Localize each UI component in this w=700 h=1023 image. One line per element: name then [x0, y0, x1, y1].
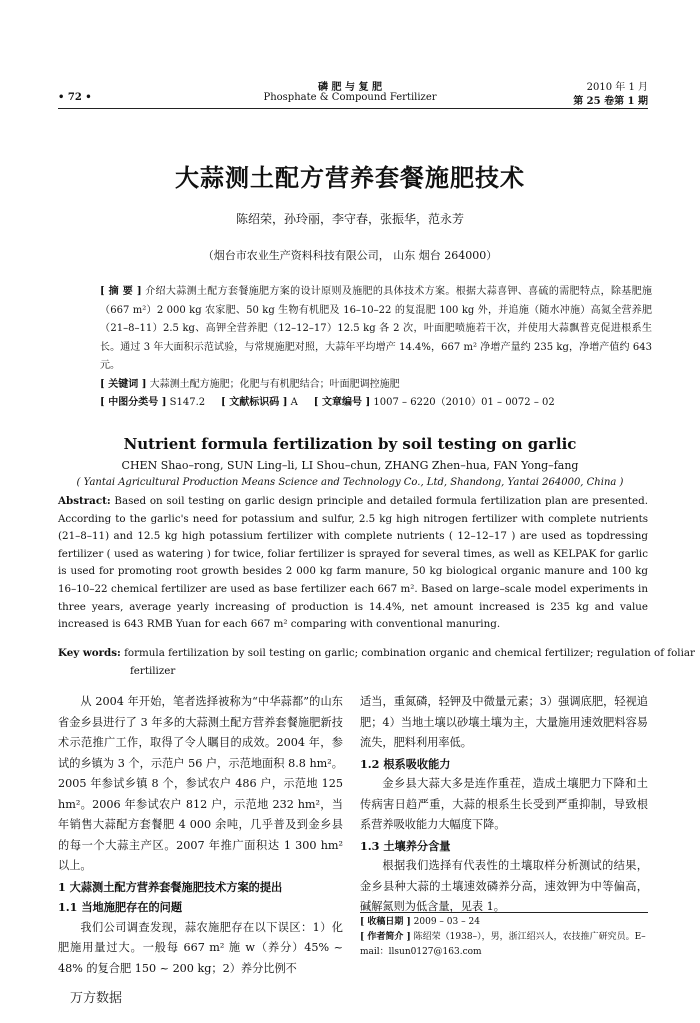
body-paragraph: 从 2004 年开始，笔者选择被称为“中华蒜都”的山东省金乡县进行了 3 年多的大蒜测土配方营养套餐施肥新技术示范推广工作，取得了令人瞩目的成效。2004 年，参试的乡镇为 3 个，示范户 56 户，示范地面积 8.8 hm²。2005 年参试乡镇 8 个，参试农户 486 户，示范地 125 hm²。2006 年参试农户 812 户，示范地 232 hm²，当年销售大蒜配方套餐肥 4 000 余吨，几乎普及到金乡县的每一个大蒜主产区。2007 年推广面积达 1 300 hm² 以上。	[58, 695, 343, 872]
issue-volume: 第 25 卷第 1 期	[573, 96, 648, 107]
clc-value: S147.2	[169, 397, 206, 408]
cn-abstract	[100, 283, 652, 376]
doc-code-value: A	[290, 397, 298, 408]
en-authors: CHEN Shao–rong, SUN Ling–li, LI Shou–chun, ZHANG Zhen–hua, FAN Yong–fang	[121, 459, 579, 472]
bio-text: 陈绍荣（1938–），男，浙江绍兴人，农技推广研究员。E–mail：llsun0127@163.com	[360, 932, 646, 957]
affiliation: （烟台市农业生产资料科技有限公司， 山东 烟台 264000）	[202, 249, 498, 262]
body-left-column	[58, 692, 343, 979]
journal-title-en: Phosphate & Compound Fertilizer	[263, 92, 437, 103]
cn-keywords-text: 大蒜测土配方施肥；化肥与有机肥结合；叶面肥调控施肥	[149, 378, 400, 390]
author-bio	[360, 930, 648, 960]
section-heading-1: 1 大蒜测土配方营养套餐施肥技术方案的提出	[58, 879, 283, 894]
body-right-column	[360, 692, 648, 918]
authors: 陈绍荣，孙玲丽，李守春，张振华，范永芳	[235, 212, 464, 226]
en-abstract-label: Abstract:	[58, 495, 111, 507]
cn-classification	[100, 394, 652, 413]
subsection-heading-1-2: 1.2 根系吸收能力	[360, 756, 451, 771]
en-abstract-text: Based on soil testing on garlic design principle and detailed formula fertilization plan are presented. According to the garlic's need for potassium and sulfur, 2.5 kg high nitrogen fertilizer with complete nutrients (21–8–11) and 12.5 kg high potassium fertilizer with complete nutrients ( 12–12–17 ) are used as topdressing fertilizer ( used as watering ) for twice, foliar fertilizer is sprayed for several times, as well as KELPAK for garlic is used for promoting root growth besides 2 000 kg farm manure, 50 kg biological organic manure and 100 kg 16–10–22 chemical fertilizer are used as base fertilizer each 667 m². Based on large–scale model experiments in three years, average yearly increasing of production is 14.4%, net amount increased is 235 kg and value increased is 643 RMB Yuan for each 667 m² comparing with conventional manuring.	[58, 495, 648, 631]
article-no-value: 1007 – 6220（2010）01 – 0072 – 02	[373, 397, 555, 408]
en-keywords-label: Key words:	[58, 647, 121, 659]
cn-abstract-block	[100, 283, 652, 413]
body-paragraph: 金乡县大蒜大多是连作重茬，造成土壤肥力下降和土传病害日趋严重，大蒜的根系生长受到严重抑制，导致根系营养吸收能力大幅度下降。	[360, 777, 648, 831]
received-label: [ 收稿日期 ]	[360, 917, 411, 927]
received-value: 2009 – 03 – 24	[413, 917, 480, 927]
en-affiliation: ( Yantai Agricultural Production Means Science and Technology Co., Ltd, Shandong, Yantai 264000, China )	[76, 477, 624, 488]
cn-keywords	[100, 376, 652, 395]
source-watermark: 万方数据	[70, 991, 123, 1006]
footnote	[360, 912, 648, 960]
subsection-heading-1-3: 1.3 土壤养分含量	[360, 838, 451, 853]
header-rule	[58, 108, 648, 109]
article-no-label: [ 文章编号 ]	[313, 397, 371, 408]
clc-label: [ 中图分类号 ]	[100, 397, 167, 408]
en-keywords	[58, 644, 700, 680]
page-number: • 72 •	[58, 92, 92, 103]
en-title: Nutrient formula fertilization by soil testing on garlic	[123, 435, 577, 453]
en-keywords-text: formula fertilization by soil testing on garlic; combination organic and chemical fertilizer; regulation of foliar fertilizer	[124, 647, 695, 677]
cn-abstract-label: [ 摘 要 ]	[100, 286, 142, 297]
received-date	[360, 915, 648, 930]
cn-abstract-text: 介绍大蒜测土配方套餐施肥方案的设计原则及施肥的具体技术方案。根据大蒜喜钾、喜硫的需肥特点，除基肥施（667 m²）2 000 kg 农家肥、50 kg 生物有机肥及 16–10–22 的复混肥 100 kg 外，并追施（随水冲施）高氮全营养肥（21–8–11）2.5 kg、高钾全营养肥（12–12–17）12.5 kg 各 2 次，叶面肥喷施若干次，并使用大蒜飘普克促进根系生长。通过 3 年大面积示范试验，与常规施肥对照，大蒜年平均增产 14.4%，667 m² 净增产量约 235 kg，净增产值约 643 元。	[100, 286, 652, 371]
en-abstract	[58, 493, 648, 634]
issue-date: 2010 年 1 月	[586, 82, 648, 93]
subsection-heading-1-1: 1.1 当地施肥存在的问题	[58, 900, 183, 914]
doc-code-label: [ 文献标识码 ]	[221, 397, 288, 408]
cn-keywords-label: [ 关键词 ]	[100, 378, 147, 390]
bio-label: [ 作者简介 ]	[360, 932, 411, 942]
body-paragraph: 我们公司调查发现，蒜农施肥存在以下误区：1）化肥施用量过大。一般每 667 m² 施 w（养分）45% ~ 48% 的复合肥 150 ~ 200 kg；2）养分比例不	[58, 920, 343, 975]
paper-title: 大蒜测土配方营养套餐施肥技术	[175, 164, 525, 192]
journal-title-cn: 磷 肥 与 复 肥	[318, 82, 382, 93]
body-paragraph: 适当，重氮磷，轻钾及中微量元素；3）强调底肥，轻视追肥；4）当地土壤以砂壤土壤为主，大量施用速效肥料容易流失，肥料利用率低。	[360, 695, 648, 749]
body-paragraph: 根据我们选择有代表性的土壤取样分析测试的结果，金乡县种大蒜的土壤速效磷养分高，速效钾为中等偏高，碱解氮则为低含量，见表 1。	[360, 859, 648, 913]
